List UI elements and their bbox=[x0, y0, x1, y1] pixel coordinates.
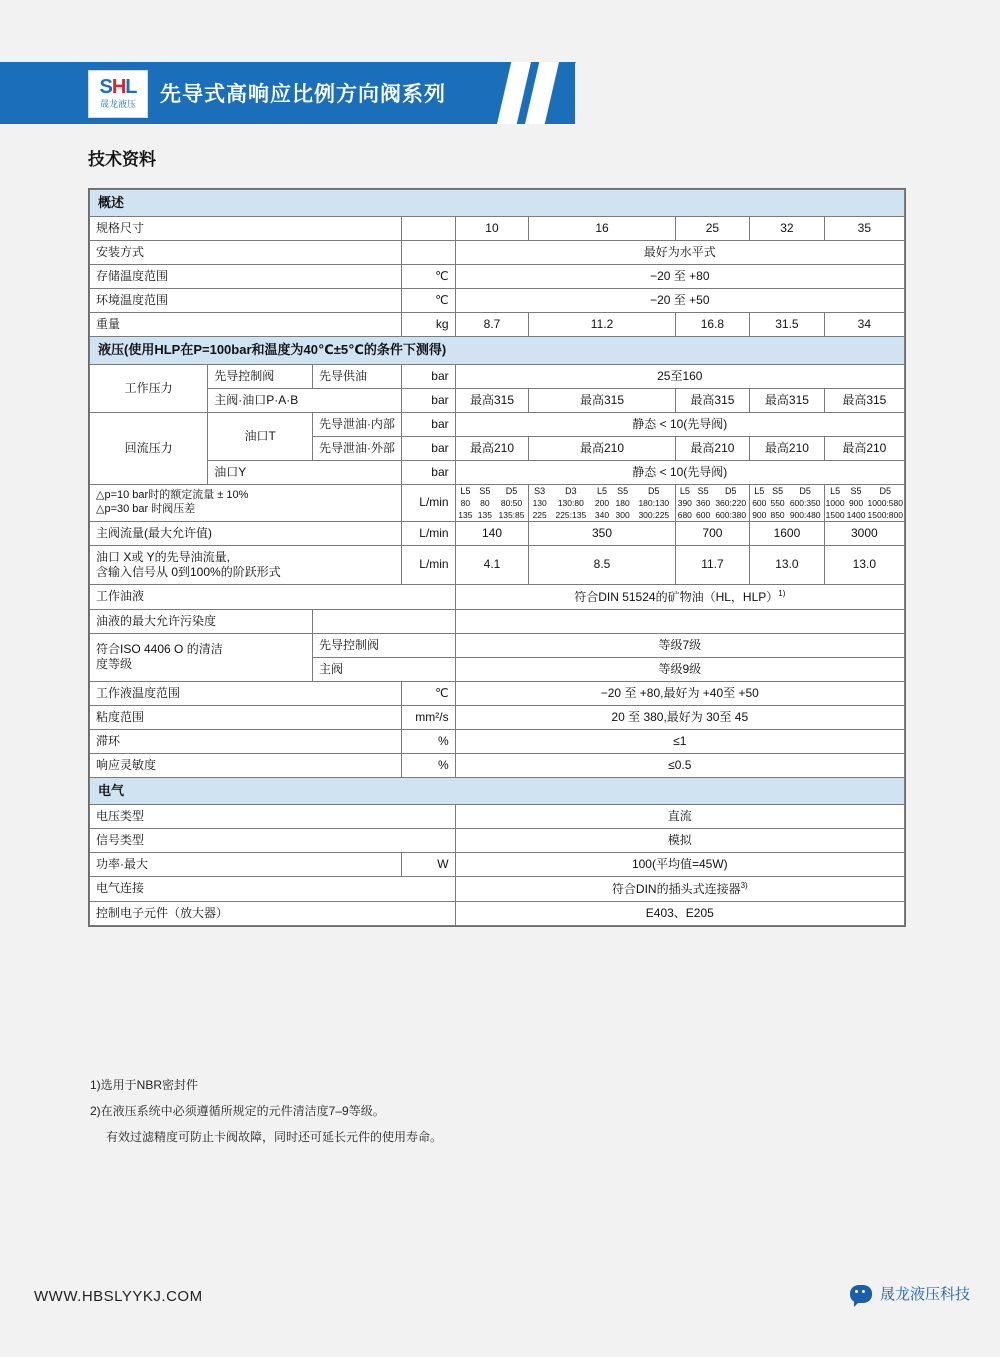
unit-fluid-temp: ℃ bbox=[401, 681, 455, 705]
table-row bbox=[90, 388, 905, 412]
flow-value: 180:130 bbox=[633, 497, 675, 509]
table-row bbox=[90, 681, 905, 705]
flow-code: S5 bbox=[612, 485, 633, 497]
row-label-port-t: 油口T bbox=[208, 412, 313, 460]
unit-ambient: ℃ bbox=[401, 289, 455, 313]
cell-pilot-flow-16: 8.5 bbox=[529, 545, 675, 584]
unit-power: W bbox=[401, 852, 455, 876]
cell-fluid-temp-value: −20 至 +80,最好为 +40至 +50 bbox=[455, 681, 904, 705]
flow-code: L5 bbox=[750, 485, 768, 497]
row-label-return-pressure: 回流压力 bbox=[90, 412, 208, 484]
flow-value: 600:350 bbox=[787, 497, 824, 509]
table-row bbox=[90, 804, 905, 828]
cell-iso-pilot-value: 等级7级 bbox=[455, 633, 904, 657]
table-row bbox=[90, 241, 905, 265]
flow-codes-row bbox=[456, 485, 529, 497]
cell-signal-value: 模拟 bbox=[455, 828, 904, 852]
cell-drain-ext-32: 最高210 bbox=[750, 436, 824, 460]
row-label-pilot-drain-external: 先导泄油·外部 bbox=[312, 436, 401, 460]
wechat-account-name: 晟龙液压科技 bbox=[879, 1286, 970, 1303]
table-row bbox=[90, 852, 905, 876]
section-title: 技术资料 bbox=[88, 150, 156, 169]
flow-value: 360:220 bbox=[712, 497, 749, 509]
flow-codes-row bbox=[529, 485, 674, 497]
flow-code: D5 bbox=[712, 485, 749, 497]
cell-mounting-value: 最好为水平式 bbox=[455, 241, 904, 265]
footnote-3: 有效过滤精度可防止卡阀故障，同时还可延长元件的使用寿命。 bbox=[106, 1130, 443, 1144]
row-label-fluid-temp: 工作液温度范围 bbox=[90, 681, 402, 705]
table-row bbox=[90, 337, 905, 364]
band-overview: 概述 bbox=[90, 190, 905, 217]
table-row bbox=[90, 584, 905, 609]
cell-weight-35: 34 bbox=[824, 313, 904, 337]
row-label-fluid: 工作油液 bbox=[90, 584, 456, 609]
table-row bbox=[90, 876, 905, 901]
flow-values-row1 bbox=[750, 497, 823, 509]
footnote-1: 1)选用于NBR密封件 bbox=[90, 1078, 199, 1092]
flow-group-16 bbox=[529, 484, 675, 521]
flow-subgrid bbox=[456, 485, 529, 521]
connection-footnote-ref: 3) bbox=[740, 880, 748, 890]
flow-value: 1000 bbox=[825, 497, 845, 508]
unit-viscosity: mm²/s bbox=[401, 705, 455, 729]
flow-value: 900:480 bbox=[787, 509, 824, 521]
cell-power-value: 100(平均值=45W) bbox=[455, 852, 904, 876]
flow-value: 300 bbox=[612, 509, 633, 521]
table-row-rated-flow bbox=[90, 484, 905, 521]
flow-values-row1 bbox=[456, 497, 529, 509]
row-label-ambient-temp: 环境温度范围 bbox=[90, 289, 402, 313]
cell-main-flow-32: 1600 bbox=[750, 521, 824, 545]
row-label-pilot-flow bbox=[90, 545, 402, 584]
row-label-hysteresis: 滞环 bbox=[90, 729, 402, 753]
flow-value: 80 bbox=[456, 497, 476, 509]
connection-value-text: 符合DIN的插头式连接器 bbox=[611, 881, 741, 896]
flow-code: L5 bbox=[825, 485, 846, 497]
row-label-viscosity: 粘度范围 bbox=[90, 705, 402, 729]
flow-value: 680 bbox=[676, 509, 694, 521]
flow-code: L5 bbox=[676, 485, 694, 497]
flow-value: 1500:800 bbox=[867, 509, 903, 520]
cell-main-pressure-16: 最高315 bbox=[529, 388, 675, 412]
band-electric: 电气 bbox=[90, 777, 905, 804]
flow-value: 135 bbox=[475, 509, 495, 521]
flow-value: 390 bbox=[676, 497, 694, 509]
table-row bbox=[90, 521, 905, 545]
flow-value: 135:85 bbox=[495, 509, 529, 521]
flow-value: 180 bbox=[612, 497, 633, 509]
flow-code: D3 bbox=[550, 485, 592, 497]
flow-code: L5 bbox=[592, 485, 613, 497]
cell-viscosity-value: 20 至 380,最好为 30至 45 bbox=[455, 705, 904, 729]
table-row bbox=[90, 729, 905, 753]
row-label-iso-class bbox=[90, 633, 313, 681]
flow-value: 340 bbox=[592, 509, 613, 521]
flow-group-32 bbox=[750, 484, 824, 521]
footer-website[interactable]: WWW.HBSLYYKJ.COM bbox=[34, 1288, 203, 1305]
unit-main-pressure: bar bbox=[401, 388, 455, 412]
unit-pilot-drain-internal: bar bbox=[401, 412, 455, 436]
flow-code: D5 bbox=[633, 485, 675, 497]
flow-value: 300:225 bbox=[633, 509, 675, 521]
cell-fluid-value bbox=[455, 584, 904, 609]
table-row bbox=[90, 190, 905, 217]
flow-code: S5 bbox=[694, 485, 712, 497]
flow-value: 1500 bbox=[825, 509, 845, 520]
flow-value: 225:135 bbox=[550, 509, 592, 521]
cell-pilot-drain-internal-value: 静态 < 10(先导阀) bbox=[455, 412, 904, 436]
flow-codes-row bbox=[825, 485, 904, 497]
table-row bbox=[90, 289, 905, 313]
table-row bbox=[90, 545, 905, 584]
table-row bbox=[90, 828, 905, 852]
flow-value: 600:380 bbox=[712, 509, 749, 521]
flow-code: S5 bbox=[768, 485, 786, 497]
flow-subgrid bbox=[750, 485, 823, 521]
specification-table bbox=[88, 188, 906, 927]
row-label-main-valve: 主阀·油口P·A·B bbox=[208, 388, 402, 412]
logo-subtitle: 晟龙液压 bbox=[99, 99, 136, 109]
iso-line1: 符合ISO 4406 O 的清洁 bbox=[96, 642, 223, 656]
flow-values-row1 bbox=[676, 497, 749, 509]
row-label-connection: 电气连接 bbox=[90, 876, 456, 901]
flow-values-row2 bbox=[825, 509, 904, 521]
cell-empty-2 bbox=[455, 609, 904, 633]
cell-drain-ext-16: 最高210 bbox=[529, 436, 675, 460]
unit-sensitivity: % bbox=[401, 753, 455, 777]
cell-size-35: 35 bbox=[824, 217, 904, 241]
cell-main-pressure-32: 最高315 bbox=[750, 388, 824, 412]
cell-size-32: 32 bbox=[750, 217, 824, 241]
flow-value: 80:50 bbox=[495, 497, 529, 509]
cell-main-flow-16: 350 bbox=[529, 521, 675, 545]
row-label-weight: 重量 bbox=[90, 313, 402, 337]
row-label-port-y: 油口Y bbox=[208, 460, 402, 484]
flow-code: L5 bbox=[456, 485, 476, 497]
cell-drain-ext-35: 最高210 bbox=[824, 436, 904, 460]
row-label-size: 规格尺寸 bbox=[90, 217, 402, 241]
row-label-mounting: 安装方式 bbox=[90, 241, 402, 265]
footnotes bbox=[90, 1072, 870, 1150]
row-label-signal: 信号类型 bbox=[90, 828, 456, 852]
cell-sensitivity-value: ≤0.5 bbox=[455, 753, 904, 777]
cell-ambient-value: −20 至 +50 bbox=[455, 289, 904, 313]
flow-values-row2 bbox=[750, 509, 823, 521]
row-label-pilot-drain-internal: 先导泄油·内部 bbox=[312, 412, 401, 436]
flow-value: 200 bbox=[592, 497, 613, 509]
cell-pilot-flow-10: 4.1 bbox=[455, 545, 529, 584]
flow-code: D5 bbox=[495, 485, 529, 497]
row-label-rated-flow bbox=[90, 484, 402, 521]
row-label-iso-pilot: 先导控制阀 bbox=[312, 633, 455, 657]
pilot-flow-line1: 油口 X或 Y的先导油流量, bbox=[96, 549, 231, 564]
cell-weight-32: 31.5 bbox=[750, 313, 824, 337]
unit-main-flow: L/min bbox=[401, 521, 455, 545]
flow-values-row1 bbox=[529, 497, 674, 509]
cell-empty bbox=[312, 609, 455, 633]
table-row bbox=[90, 460, 905, 484]
flow-values-row2 bbox=[676, 509, 749, 521]
fluid-value-text: 符合DIN 51524的矿物油（HL，HLP） bbox=[574, 589, 779, 604]
flow-code: S3 bbox=[529, 485, 550, 497]
row-label-voltage: 电压类型 bbox=[90, 804, 456, 828]
cell-voltage-value: 直流 bbox=[455, 804, 904, 828]
row-label-electronics: 控制电子元件（放大器） bbox=[90, 901, 456, 925]
flow-value: 900 bbox=[846, 497, 867, 509]
flow-code: S5 bbox=[475, 485, 495, 497]
flow-values-row2 bbox=[529, 509, 674, 521]
page-title: 先导式高响应比例方向阀系列 bbox=[160, 83, 446, 106]
cell-hysteresis-value: ≤1 bbox=[455, 729, 904, 753]
cell-main-flow-25: 700 bbox=[675, 521, 749, 545]
table-row bbox=[90, 313, 905, 337]
flow-value: 130 bbox=[529, 497, 550, 509]
cell-weight-25: 16.8 bbox=[675, 313, 749, 337]
cell-weight-10: 8.7 bbox=[455, 313, 529, 337]
cell-electronics-value: E403、E205 bbox=[455, 901, 904, 925]
cell-main-pressure-35: 最高315 bbox=[824, 388, 904, 412]
cell-size-25: 25 bbox=[675, 217, 749, 241]
cell-main-flow-10: 140 bbox=[455, 521, 529, 545]
rated-flow-line2: △p=30 bar 时阀压差 bbox=[96, 502, 196, 515]
flow-value: 80 bbox=[475, 497, 495, 509]
row-label-contamination: 油液的最大允许污染度 bbox=[90, 609, 313, 633]
unit-rated-flow: L/min bbox=[401, 484, 455, 521]
cell-size-10: 10 bbox=[455, 217, 529, 241]
table-row bbox=[90, 217, 905, 241]
flow-value: 900 bbox=[750, 509, 768, 521]
table-row bbox=[90, 609, 905, 633]
cell bbox=[401, 217, 455, 241]
cell-pilot-flow-35: 13.0 bbox=[824, 545, 904, 584]
table-row bbox=[90, 633, 905, 657]
wechat-icon bbox=[850, 1285, 872, 1303]
flow-codes-row bbox=[676, 485, 749, 497]
flow-code: S5 bbox=[846, 485, 867, 497]
flow-value: 130:80 bbox=[550, 497, 592, 509]
company-logo bbox=[88, 70, 148, 118]
unit-weight: kg bbox=[401, 313, 455, 337]
cell-drain-ext-25: 最高210 bbox=[675, 436, 749, 460]
flow-values-row2 bbox=[456, 509, 529, 521]
pilot-flow-line2: 含输入信号从 0到100%的阶跃形式 bbox=[96, 564, 281, 579]
flow-value: 135 bbox=[456, 509, 476, 521]
table-row bbox=[90, 901, 905, 925]
iso-line2: 度等级 bbox=[96, 657, 133, 671]
row-label-sensitivity: 响应灵敏度 bbox=[90, 753, 402, 777]
table-row bbox=[90, 364, 905, 388]
flow-subgrid bbox=[529, 485, 674, 521]
table-row bbox=[90, 753, 905, 777]
row-label-pilot-supply: 先导供油 bbox=[312, 364, 401, 388]
unit-pilot-pressure: bar bbox=[401, 364, 455, 388]
logo-mark: SHL bbox=[99, 76, 137, 98]
flow-group-35 bbox=[824, 484, 904, 521]
cell bbox=[401, 241, 455, 265]
flow-group-10 bbox=[455, 484, 529, 521]
flow-value: 225 bbox=[529, 509, 550, 521]
band-hydraulic: 液压(使用HLP在P=100bar和温度为40℃±5℃的条件下测得) bbox=[90, 337, 905, 364]
flow-value: 1000:580 bbox=[867, 497, 903, 508]
flow-value: 360 bbox=[694, 497, 712, 509]
rated-flow-line1: △p=10 bar时的额定流量 ± 10% bbox=[96, 488, 249, 501]
table-row bbox=[90, 265, 905, 289]
cell-storage-value: −20 至 +80 bbox=[455, 265, 904, 289]
table-row bbox=[90, 705, 905, 729]
cell-pilot-flow-25: 11.7 bbox=[675, 545, 749, 584]
unit-hysteresis: % bbox=[401, 729, 455, 753]
row-label-iso-main: 主阀 bbox=[312, 657, 455, 681]
cell-connection-value bbox=[455, 876, 904, 901]
flow-values-row1 bbox=[825, 497, 904, 509]
row-label-main-flow: 主阀流量(最大允许值) bbox=[90, 521, 402, 545]
row-label-storage-temp: 存储温度范围 bbox=[90, 265, 402, 289]
flow-codes-row bbox=[750, 485, 823, 497]
flow-value: 850 bbox=[768, 509, 786, 521]
row-label-working-pressure: 工作压力 bbox=[90, 364, 208, 412]
footer-wechat[interactable] bbox=[850, 1283, 970, 1304]
cell-drain-ext-10: 最高210 bbox=[455, 436, 529, 460]
flow-value: 600 bbox=[750, 497, 768, 509]
fluid-footnote-ref: 1) bbox=[778, 588, 786, 598]
cell-pilot-flow-32: 13.0 bbox=[750, 545, 824, 584]
cell-main-pressure-25: 最高315 bbox=[675, 388, 749, 412]
flow-code: D5 bbox=[787, 485, 824, 497]
flow-value: 600 bbox=[694, 509, 712, 521]
table-row bbox=[90, 777, 905, 804]
footnote-2: 2)在液压系统中必须遵循所规定的元件清洁度7–9等级。 bbox=[90, 1104, 385, 1118]
flow-group-25 bbox=[675, 484, 749, 521]
flow-subgrid bbox=[676, 485, 749, 521]
row-label-pilot-valve: 先导控制阀 bbox=[208, 364, 313, 388]
cell-size-16: 16 bbox=[529, 217, 675, 241]
unit-pilot-flow: L/min bbox=[401, 545, 455, 584]
table-row bbox=[90, 412, 905, 436]
flow-value: 550 bbox=[768, 497, 786, 509]
cell-main-pressure-10: 最高315 bbox=[455, 388, 529, 412]
flow-value: 1400 bbox=[846, 509, 866, 520]
cell-pilot-pressure-value: 25至160 bbox=[455, 364, 904, 388]
flow-code: D5 bbox=[867, 485, 905, 497]
unit-port-y: bar bbox=[401, 460, 455, 484]
cell-port-y-value: 静态 < 10(先导阀) bbox=[455, 460, 904, 484]
unit-pilot-drain-external: bar bbox=[401, 436, 455, 460]
flow-subgrid bbox=[825, 485, 904, 521]
cell-iso-main-value: 等级9级 bbox=[455, 657, 904, 681]
cell-weight-16: 11.2 bbox=[529, 313, 675, 337]
cell-main-flow-35: 3000 bbox=[824, 521, 904, 545]
row-label-power: 功率·最大 bbox=[90, 852, 402, 876]
unit-storage: ℃ bbox=[401, 265, 455, 289]
